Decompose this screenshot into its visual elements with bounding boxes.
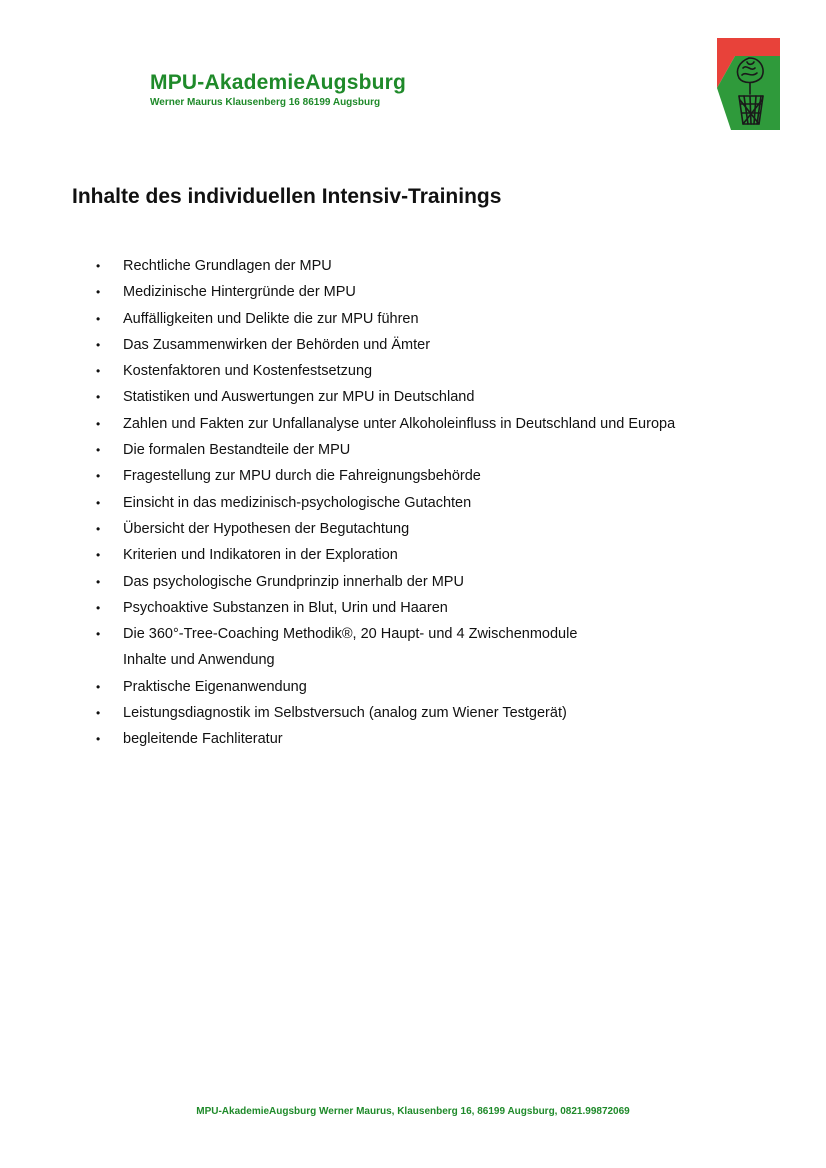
list-item bbox=[95, 516, 775, 542]
list-item bbox=[95, 726, 775, 752]
list-item-text: Leistungsdiagnostik im Selbstversuch (analog zum Wiener Testgerät) bbox=[123, 705, 567, 722]
list-item bbox=[95, 384, 775, 410]
list-item bbox=[95, 647, 775, 673]
list-item bbox=[95, 411, 775, 437]
list-item-text: Inhalte und Anwendung bbox=[123, 652, 275, 669]
list-item-text: Das Zusammenwirken der Behörden und Ämter bbox=[123, 336, 431, 353]
list-item bbox=[95, 542, 775, 568]
list-item bbox=[95, 306, 775, 332]
list-item-text: Einsicht in das medizinisch-psychologische Gutachten bbox=[123, 494, 472, 511]
list-item bbox=[95, 569, 775, 595]
bullet-icon: • bbox=[96, 390, 101, 405]
list-item-text: Die 360°-Tree-Coaching Methodik®, 20 Haupt- und 4 Zwischenmodule bbox=[123, 626, 578, 643]
list-item-text: begleitende Fachliteratur bbox=[123, 731, 283, 748]
content-list bbox=[95, 253, 775, 753]
list-item-text: Medizinische Hintergründe der MPU bbox=[123, 284, 356, 301]
list-item-text: Praktische Eigenanwendung bbox=[123, 678, 307, 695]
tree-basket-logo-icon bbox=[717, 38, 780, 130]
bullet-icon: • bbox=[96, 574, 101, 589]
bullet-icon: • bbox=[96, 311, 101, 326]
list-item bbox=[95, 332, 775, 358]
list-item-text: Zahlen und Fakten zur Unfallanalyse unter Alkoholeinfluss in Deutschland und Europa bbox=[123, 415, 676, 432]
bullet-icon: • bbox=[96, 706, 101, 721]
list-item-text: Kriterien und Indikatoren in der Exploration bbox=[123, 547, 398, 564]
list-item-text: Statistiken und Auswertungen zur MPU in Deutschland bbox=[123, 389, 475, 406]
list-item bbox=[95, 621, 775, 647]
list-item-text: Rechtliche Grundlagen der MPU bbox=[123, 258, 332, 274]
list-item bbox=[95, 437, 775, 463]
list-item bbox=[95, 674, 775, 700]
list-item bbox=[95, 253, 775, 279]
list-item-text: Auffälligkeiten und Delikte die zur MPU führen bbox=[123, 310, 419, 327]
footer: MPU-AkademieAugsburg Werner Maurus, Klausenberg 16, 86199 Augsburg, 0821.99872069 bbox=[196, 1106, 630, 1117]
list-item bbox=[95, 595, 775, 621]
list-item bbox=[95, 463, 775, 489]
list-item-text: Psychoaktive Substanzen in Blut, Urin und Haaren bbox=[123, 599, 448, 616]
list-item bbox=[95, 490, 775, 516]
list-item-text: Kostenfaktoren und Kostenfestsetzung bbox=[123, 363, 373, 380]
list-item bbox=[95, 700, 775, 726]
list-item-text: Die formalen Bestandteile der MPU bbox=[123, 442, 351, 459]
list-item-text: Fragestellung zur MPU durch die Fahreignungsbehörde bbox=[123, 468, 481, 485]
bullet-icon: • bbox=[96, 469, 101, 484]
bullet-icon: • bbox=[96, 679, 101, 694]
bullet-icon: • bbox=[96, 548, 101, 563]
bullet-icon: • bbox=[96, 259, 101, 273]
list-item bbox=[95, 279, 775, 305]
list-item bbox=[95, 358, 775, 384]
page-title: Inhalte des individuellen Intensiv-Trainings bbox=[72, 185, 502, 208]
bullet-icon: • bbox=[96, 600, 101, 615]
bullet-icon: • bbox=[96, 495, 101, 510]
list-item-text: Das psychologische Grundprinzip innerhalb der MPU bbox=[123, 573, 464, 590]
bullet-icon: • bbox=[96, 364, 101, 379]
list-item-text: Übersicht der Hypothesen der Begutachtung bbox=[123, 520, 410, 537]
header-address: Werner Maurus Klausenberg 16 86199 Augsburg bbox=[150, 97, 381, 108]
bullet-icon: • bbox=[96, 627, 101, 642]
bullet-icon: • bbox=[96, 521, 101, 536]
bullet-icon: • bbox=[96, 443, 101, 458]
header-org-name: MPU-AkademieAugsburg bbox=[150, 71, 407, 94]
bullet-icon: • bbox=[96, 416, 101, 431]
bullet-icon: • bbox=[96, 337, 101, 352]
bullet-icon: • bbox=[96, 285, 101, 300]
bullet-icon: • bbox=[96, 732, 101, 747]
